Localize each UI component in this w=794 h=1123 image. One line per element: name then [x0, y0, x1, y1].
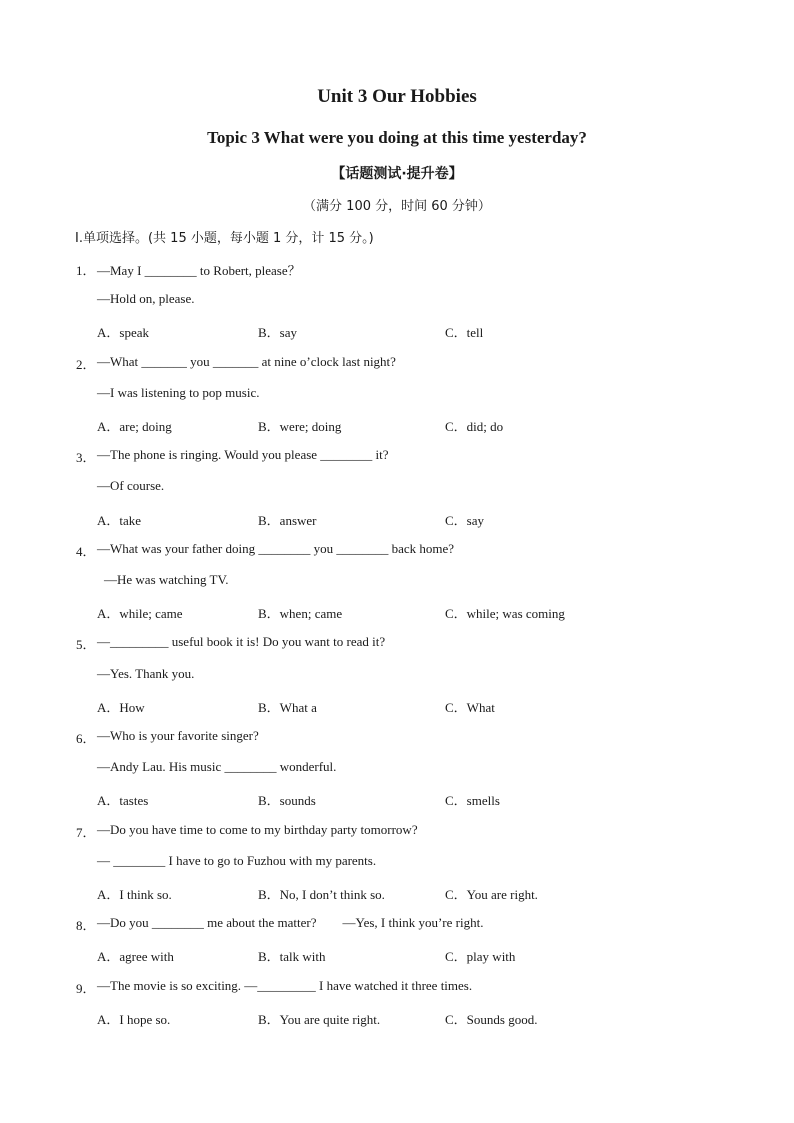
question-number: 8．: [76, 918, 96, 933]
question-6: [76, 728, 676, 746]
option-c[interactable]: C．say: [445, 513, 485, 528]
option-c[interactable]: C．Sounds good.: [445, 1012, 538, 1027]
option-c[interactable]: C．You are right.: [445, 887, 538, 902]
question-text: —Do you ________ me about the matter? —Yes, I think you’re right.: [97, 915, 484, 930]
option-a[interactable]: A．while; came: [97, 606, 183, 621]
option-c[interactable]: C．while; was coming: [445, 606, 565, 621]
question-5: [76, 634, 676, 652]
option-b[interactable]: B．What a: [258, 700, 317, 715]
option-b[interactable]: B．No, I don’t think so.: [258, 887, 385, 902]
question-reply: —Andy Lau. His music ________ wonderful.: [97, 759, 337, 774]
option-a[interactable]: A．take: [97, 513, 142, 528]
question-reply: —He was watching TV.: [104, 572, 229, 587]
option-c[interactable]: C．did; do: [445, 419, 504, 434]
question-number: 2．: [76, 357, 96, 372]
option-c[interactable]: C．tell: [445, 325, 484, 340]
question-number: 5．: [76, 637, 96, 652]
question-8: [76, 915, 716, 933]
question-text: —May I ________ to Robert, please？: [97, 263, 301, 278]
question-number: 4．: [76, 544, 96, 559]
question-text: —Do you have time to come to my birthday party tomorrow?: [97, 822, 418, 837]
question-3: [76, 447, 676, 465]
question-number: 6．: [76, 731, 96, 746]
section-heading: I.单项选择。(共 15 小题，每小题 1 分，计 15 分。): [75, 231, 374, 246]
option-b[interactable]: B．You are quite right.: [258, 1012, 381, 1027]
question-7: [76, 822, 716, 840]
option-a[interactable]: A．are; doing: [97, 419, 172, 434]
question-reply: —Hold on, please.: [97, 291, 195, 306]
option-c[interactable]: C．play with: [445, 949, 516, 964]
question-text: —Who is your favorite singer?: [97, 728, 259, 743]
question-reply: —Yes. Thank you.: [97, 666, 195, 681]
page-title: Unit 3 Our Hobbies: [317, 86, 477, 107]
question-reply: — ________ I have to go to Fuzhou with my parents.: [97, 853, 377, 868]
question-text: —What was your father doing ________ you ________ back home?: [97, 541, 455, 556]
question-number: 9．: [76, 981, 96, 996]
question-text: —The phone is ringing. Would you please ________ it?: [97, 447, 389, 462]
option-c[interactable]: C．What: [445, 700, 495, 715]
option-a[interactable]: A．agree with: [97, 949, 174, 964]
question-4: [76, 541, 716, 559]
option-a[interactable]: A．speak: [97, 325, 149, 340]
option-a[interactable]: A．How: [97, 700, 145, 715]
option-a[interactable]: A．I think so.: [97, 887, 172, 902]
option-b[interactable]: B．talk with: [258, 949, 326, 964]
question-number: 1．: [76, 263, 96, 278]
question-reply: —I was listening to pop music.: [97, 385, 260, 400]
question-9: [76, 978, 716, 996]
question-text: —What _______ you _______ at nine o’clock last night?: [97, 354, 396, 369]
question-number: 3．: [76, 450, 96, 465]
question-1: [76, 260, 676, 278]
option-c[interactable]: C．smells: [445, 793, 500, 808]
option-b[interactable]: B．say: [258, 325, 298, 340]
score-time-note: （满分 100 分，时间 60 分钟）: [303, 199, 491, 214]
question-reply: —Of course.: [97, 478, 165, 493]
question-number: 7．: [76, 825, 96, 840]
test-tag: 【话题测试·提升卷】: [331, 166, 463, 182]
question-text: —_________ useful book it is! Do you want to read it?: [97, 634, 386, 649]
page-subtitle: Topic 3 What were you doing at this time yesterday?: [207, 128, 587, 147]
option-a[interactable]: A．I hope so.: [97, 1012, 171, 1027]
option-b[interactable]: B．were; doing: [258, 419, 342, 434]
option-b[interactable]: B．when; came: [258, 606, 343, 621]
option-b[interactable]: B．sounds: [258, 793, 316, 808]
option-a[interactable]: A．tastes: [97, 793, 149, 808]
question-text: —The movie is so exciting. —_________ I have watched it three times.: [97, 978, 473, 993]
option-b[interactable]: B．answer: [258, 513, 317, 528]
question-2: [76, 354, 676, 372]
